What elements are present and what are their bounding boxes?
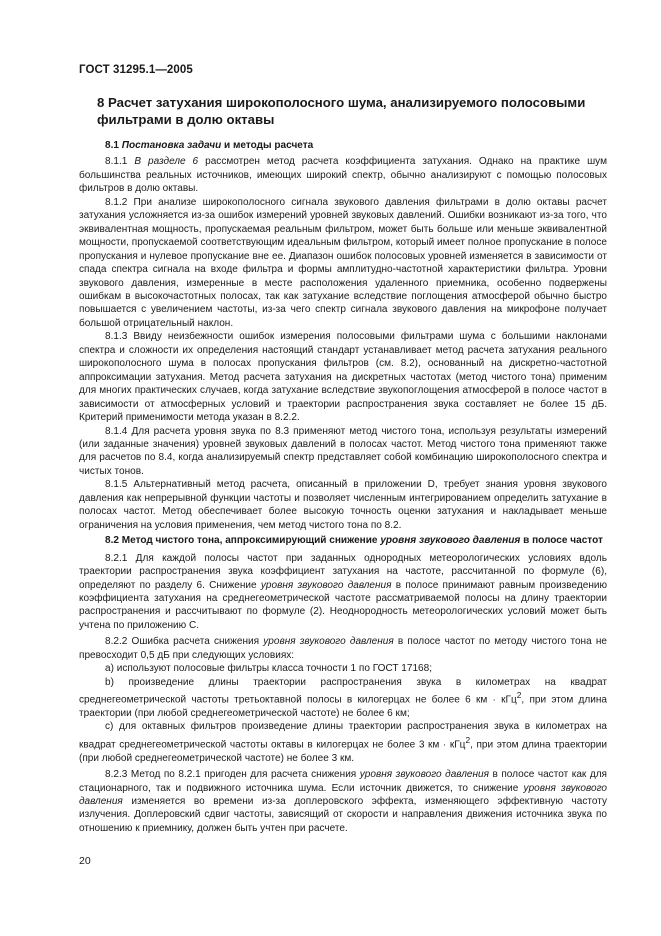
subsection-heading-rest: в полосе частот bbox=[520, 535, 603, 547]
subsection-heading-8-1 bbox=[79, 139, 607, 152]
paragraph-italic: уровня звукового давления bbox=[79, 782, 608, 807]
paragraph-8-2-2 bbox=[79, 635, 607, 662]
paragraph-8-1-3: 8.1.3 Ввиду неизбежности ошибок измерения полосовыми фильтрами шума с большими наклонами спектра и сложности их определения настоящий стандарт устанавливает метод расчета затухания реального широкополосного шума в полосах пропускания фильтров (см. 8.2), основанный на дискретно-частотной аппроксимации затухания. Метод расчета затухания на дискретных частотах (метод чистого тона) применим для многих практических случаев, когда затухание вследствие звукопоглощения атмосферой в полосе частот в зависимости от атмосферных условий и траектории распространения звука составляет не более 15 дБ. Критерий применимости метода указан в 8.2.2. bbox=[79, 331, 607, 424]
subsection-heading-bold: 8.2 Метод чистого тона, аппроксимирующий снижение bbox=[105, 535, 381, 547]
document-body bbox=[79, 138, 607, 835]
section-title: 8 Расчет затухания широкополосного шума, анализируемого полосовыми фильтрами в долю октавы bbox=[97, 95, 586, 127]
paragraph-text: 8.2.2 Ошибка расчета снижения bbox=[105, 636, 264, 648]
paragraph-8-2-1 bbox=[79, 552, 607, 633]
paragraph-lead: 8.1.1 bbox=[105, 156, 135, 168]
paragraph-8-2-3 bbox=[79, 768, 607, 835]
paragraph-text: 8.2.3 Метод по 8.2.1 пригоден для расчета снижения bbox=[105, 769, 360, 781]
paragraph-text: изменяется во времени из-за доплеровского эффекта, изменяющего эффективную частоту излучения. Доплеровский сдвиг частоты, зависящий от скорости и направления движения источника звука по отношению к приемнику, должен быть учтен при расчете. bbox=[79, 795, 607, 834]
paragraph-8-1-1 bbox=[79, 155, 607, 195]
subsection-heading-italic: Постановка задачи bbox=[121, 140, 222, 151]
list-item-text: b) произведение длины траектории распространения звука в километрах на квадрат среднегеометрической частоты третьоктавной полосы в килогерцах не более 6 км · кГц bbox=[79, 676, 607, 706]
paragraph-8-1-2: 8.1.2 При анализе широкополосного сигнала звукового давления фильтрами в долю октавы расчет затухания усложняется из-за ошибок измерений уровней звуковых давлений. Ошибки возникают из-за того, что эквивалентная мощность, пропускаемая реальным фильтром, может быть больше или меньше эквивалентной мощности, пропускаемой соответствующим идеальным фильтром, который имеет полное пропускание в полосе пропускания и нулевое пропускание вне ее. Диапазон ошибок полосовых уровней изменяется в зависимости от спада спектра сигнала на входе фильтра и формы амплитудно-частотной характеристики фильтра. Уровни звукового давления, измеренные в месте расположения удаленного приемника, особенно подвержены ошибкам в высокочастотных полосах, так как затухание вследствие поглощения атмосферой обычно быстро повышается с увеличением частоты, из-за чего спектр сигнала звукового давления на микрофоне получает большой отрицательный наклон. bbox=[79, 196, 607, 329]
paragraph-italic: уровня звукового давления bbox=[260, 579, 392, 591]
paragraph-text: в полосе принимают равным произведению коэффициента затухания на среднегеометрической частоте рассматриваемой полосы на длину траектории распространения и рассчитывают по формуле (2). Неоднородность метеорологических условий может быть учтена по приложению С. bbox=[79, 579, 608, 631]
paragraph-8-1-4: 8.1.4 Для расчета уровня звука по 8.3 применяют метод чистого тона, используя результаты измерений (или заданные значения) уровней звуковых давлений в полосах частот. Метод чистого тона применяют также для расчетов по 8.4, когда анализируемый спектр представляет собой комбинацию широкополосного спектра и чистых тонов. bbox=[79, 425, 607, 477]
paragraph-text: рассмотрен метод расчета коэффициента затухания. Однако на практике шум большинства реальных источников, имеющих широкий спектр, обычно анализируют с помощью полосовых фильтров в долю октавы. bbox=[79, 156, 607, 195]
paragraph-italic: В разделе 6 bbox=[134, 156, 199, 168]
subsection-heading-8-2 bbox=[79, 534, 607, 547]
subsection-number: 8.1 bbox=[105, 140, 122, 151]
list-item-a: а) используют полосовые фильтры класса точности 1 по ГОСТ 17168; bbox=[105, 663, 433, 675]
paragraph-8-1-5: 8.1.5 Альтернативный метод расчета, описанный в приложении D, требует знания уровня звукового давления как непрерывной функции частоты и позволяет численным интегрированием определить затухание в полосах частот. Метод обеспечивает более высокую точность оценки затухания и накладывает меньше ограничения на условия применения, чем метод чистого тона по 8.2. bbox=[79, 479, 607, 531]
subsection-heading-italic: уровня звукового давления bbox=[380, 535, 521, 547]
paragraph-text: в полосе частот по методу чистого тона не превосходит 0,5 дБ при следующих условиях: bbox=[79, 636, 608, 661]
subsection-heading-rest: и методы расчета bbox=[221, 140, 314, 151]
list-item-text: , при этом длина траектории (при любой среднегеометрической частоте) не более 3 км. bbox=[79, 739, 607, 764]
list-item-b bbox=[79, 676, 607, 721]
paragraph-italic: уровня звукового давления bbox=[263, 636, 394, 648]
paragraph-text: в полосе частот как для стационарного, так и подвижного источника шума. Если источник движется, то снижение bbox=[79, 769, 607, 794]
superscript: 2 bbox=[465, 734, 471, 745]
document-header: ГОСТ 31295.1—2005 bbox=[79, 64, 193, 76]
list-item-c bbox=[79, 720, 607, 765]
paragraph-italic: уровня звукового давления bbox=[359, 769, 489, 781]
page-number: 20 bbox=[79, 855, 91, 867]
list-item-text: , при этом длина траектории (при любой среднегеометрической частоте) не более 6 км; bbox=[79, 694, 607, 719]
paragraph-text: 8.2.1 Для каждой полосы частот при заданных однородных метеорологических условиях вдоль траектории распространения звука коэффициент затухания на частоте, рассчитанной по формуле (6), определяют по разделу 6. Снижение bbox=[79, 552, 607, 591]
list-item-text: с) для октавных фильтров произведение длины траектории распространения звука в километрах на квадрат среднегеометрической частоты октавы в килогерцах не более 3 км · кГц bbox=[79, 721, 607, 751]
superscript: 2 bbox=[516, 690, 522, 701]
